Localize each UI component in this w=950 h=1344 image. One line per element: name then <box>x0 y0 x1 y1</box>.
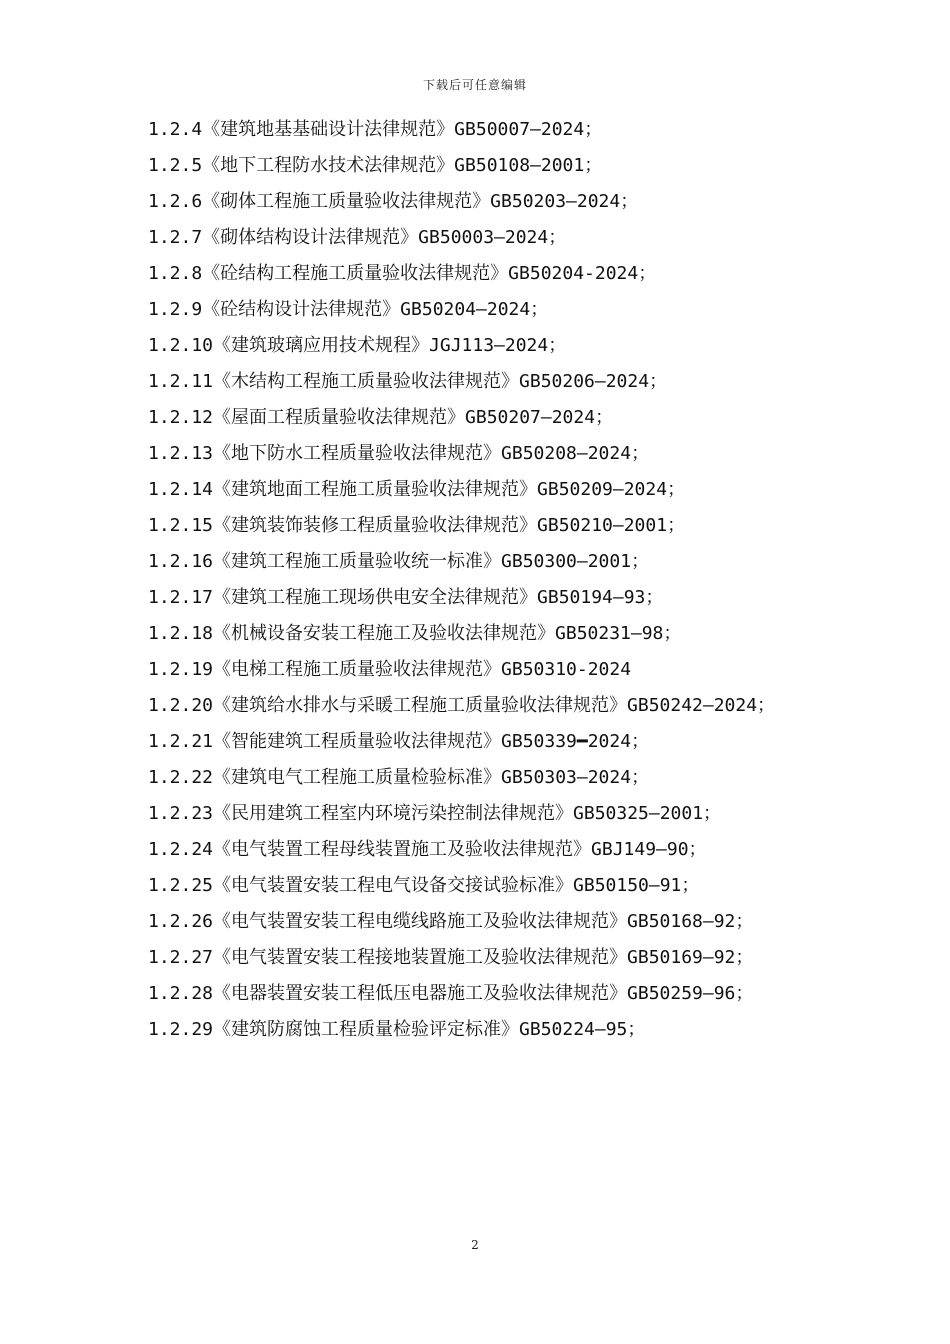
list-item: 1.2.14《建筑地面工程施工质量验收法律规范》GB50209—2024； <box>148 479 686 500</box>
list-item: 1.2.16《建筑工程施工质量验收统一标准》GB50300—2001； <box>148 551 650 572</box>
list-item: 1.2.23《民用建筑工程室内环境污染控制法律规范》GB50325—2001； <box>148 803 722 824</box>
list-item: 1.2.29《建筑防腐蚀工程质量检验评定标准》GB50224—95； <box>148 1019 646 1040</box>
list-item: 1.2.8《砼结构工程施工质量验收法律规范》GB50204-2024； <box>148 263 657 284</box>
list-item: 1.2.19《电梯工程施工质量验收法律规范》GB50310-2024 <box>148 659 632 680</box>
list-item: 1.2.13《地下防水工程质量验收法律规范》GB50208—2024； <box>148 443 650 464</box>
list-item: 1.2.5《地下工程防水技术法律规范》GB50108—2001； <box>148 155 603 176</box>
list-item: 1.2.24《电气装置工程母线装置施工及验收法律规范》GBJ149—90； <box>148 839 707 860</box>
list-item: 1.2.18《机械设备安装工程施工及验收法律规范》GB50231—98； <box>148 623 682 644</box>
list-item: 1.2.6《砌体工程施工质量验收法律规范》GB50203—2024； <box>148 191 639 212</box>
list-item: 1.2.26《电气装置安装工程电缆线路施工及验收法律规范》GB50168—92； <box>148 911 754 932</box>
list-item: 1.2.17《建筑工程施工现场供电安全法律规范》GB50194—93； <box>148 587 664 608</box>
list-item: 1.2.10《建筑玻璃应用技术规程》JGJ113—2024； <box>148 335 567 356</box>
page-number: 2 <box>471 1238 479 1252</box>
list-item: 1.2.11《木结构工程施工质量验收法律规范》GB50206—2024； <box>148 371 668 392</box>
header-note: 下载后可任意编辑 <box>422 78 527 92</box>
list-item: 1.2.7《砌体结构设计法律规范》GB50003—2024； <box>148 227 567 248</box>
list-item: 1.2.12《屋面工程质量验收法律规范》GB50207—2024； <box>148 407 614 428</box>
standards-list <box>102 112 847 1048</box>
list-item: 1.2.15《建筑装饰装修工程质量验收法律规范》GB50210—2001； <box>148 515 686 536</box>
list-item: 1.2.20《建筑给水排水与采暖工程施工质量验收法律规范》GB50242—2024； <box>148 695 776 716</box>
list-item: 1.2.21《智能建筑工程质量验收法律规范》GB50339━2024； <box>148 731 650 752</box>
list-item: 1.2.4《建筑地基基础设计法律规范》GB50007—2024； <box>148 119 603 140</box>
list-item: 1.2.25《电气装置安装工程电气设备交接试验标准》GB50150—91； <box>148 875 700 896</box>
list-item: 1.2.28《电器装置安装工程低压电器施工及验收法律规范》GB50259—96； <box>148 983 754 1004</box>
list-item: 1.2.22《建筑电气工程施工质量检验标准》GB50303—2024； <box>148 767 650 788</box>
list-item: 1.2.27《电气装置安装工程接地装置施工及验收法律规范》GB50169—92； <box>148 947 754 968</box>
list-item: 1.2.9《砼结构设计法律规范》GB50204—2024； <box>148 299 549 320</box>
